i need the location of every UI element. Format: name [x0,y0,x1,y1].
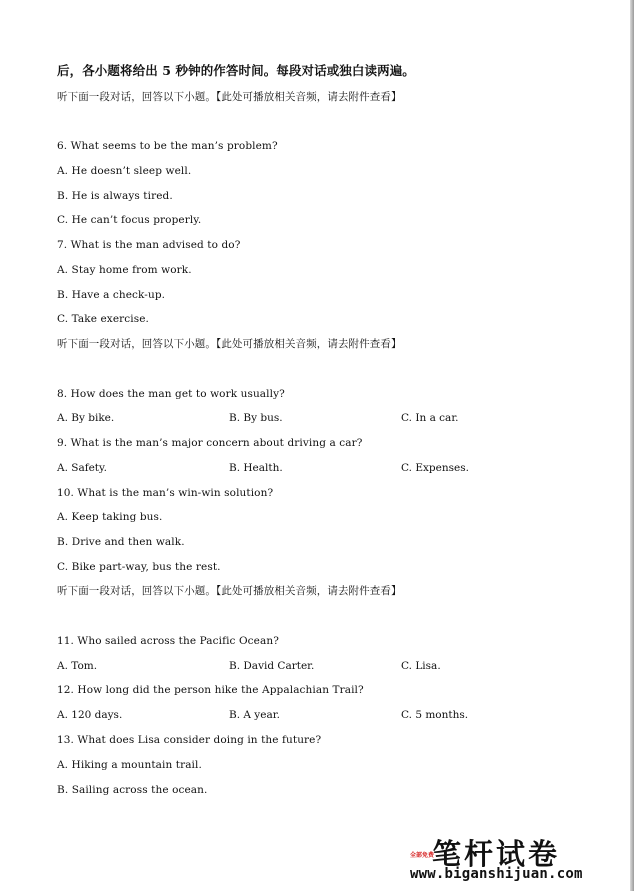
question-6: 6. What seems to be the man’s problem? [57,140,278,152]
option-10c: C. Bike part-way, bus the rest. [57,561,221,573]
option-13b: B. Sailing across the ocean. [57,784,208,796]
question-11: 11. Who sailed across the Pacific Ocean? [57,635,279,647]
option-8a: A. By bike. [57,412,115,424]
audio-note: 听下面一段对话，回答以下小题。【此处可播放相关音频，请去附件查看】 [57,585,402,597]
option-11c: C. Lisa. [401,660,441,672]
option-10a: A. Keep taking bus. [57,511,163,523]
question-7: 7. What is the man advised to do? [57,239,241,251]
option-7a: A. Stay home from work. [57,264,192,276]
question-12: 12. How long did the person hike the Appalachian Trail? [57,684,364,696]
option-7b: B. Have a check-up. [57,289,166,301]
option-7c: C. Take exercise. [57,313,149,325]
site-watermark-logo [410,832,583,887]
option-12c: C. 5 months. [401,709,469,721]
option-9a: A. Safety. [57,462,107,474]
option-11a: A. Tom. [57,660,98,672]
option-10b: B. Drive and then walk. [57,536,185,548]
watermark-tag: 全部免费 [410,852,435,859]
question-8: 8. How does the man get to work usually? [57,388,285,400]
option-8b: B. By bus. [229,412,283,424]
option-6a: A. He doesn’t sleep well. [57,165,192,177]
question-10: 10. What is the man’s win-win solution? [57,487,274,499]
option-12b: B. A year. [229,709,280,721]
option-9b: B. Health. [229,462,283,474]
options-row-8 [57,411,577,425]
option-11b: B. David Carter. [229,660,315,672]
options-row-12 [57,708,577,722]
options-row-9 [57,461,577,475]
options-row-11 [57,659,577,673]
option-9c: C. Expenses. [401,462,469,474]
audio-note: 听下面一段对话，回答以下小题。【此处可播放相关音频，请去附件查看】 [57,91,402,103]
page-edge-shadow [630,0,634,891]
instructions-text: 后，各小题将给出 5 秒钟的作答时间。每段对话或独白读两遍。 [57,63,415,78]
option-12a: A. 120 days. [57,709,123,721]
watermark-url: www.biganshijuan.com [410,866,583,882]
option-8c: C. In a car. [401,412,459,424]
option-6b: B. He is always tired. [57,190,173,202]
watermark-title: 笔杆试卷 [432,837,561,871]
option-6c: C. He can’t focus properly. [57,214,202,226]
question-13: 13. What does Lisa consider doing in the future? [57,734,322,746]
option-13a: A. Hiking a mountain trail. [57,759,202,771]
audio-note: 听下面一段对话，回答以下小题。【此处可播放相关音频，请去附件查看】 [57,338,402,350]
question-9: 9. What is the man’s major concern about driving a car? [57,437,363,449]
